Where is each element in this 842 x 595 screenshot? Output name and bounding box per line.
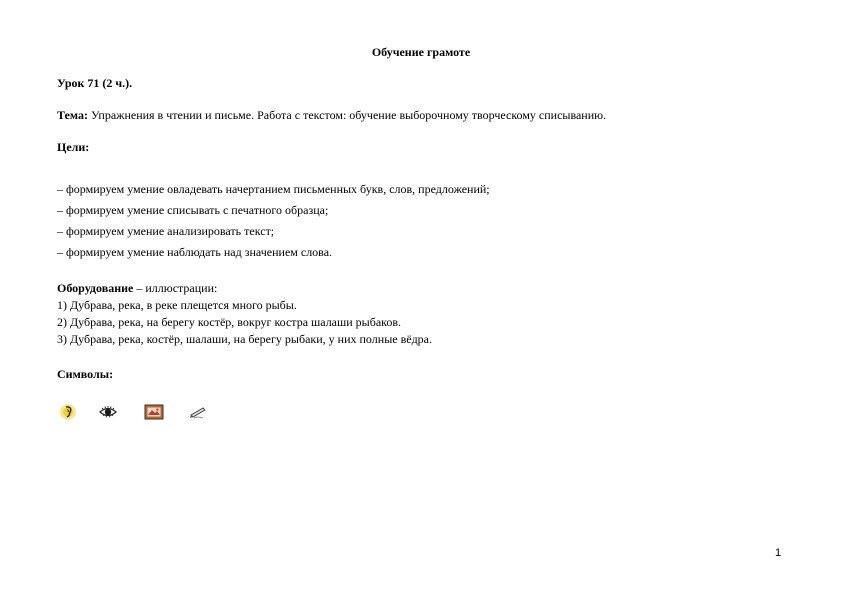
equipment-rest: – иллюстрации:: [133, 281, 218, 295]
illustration-item: 1) Дубрава, река, в реке плещется много рыбы.: [57, 298, 297, 312]
goals-heading: Цели:: [57, 140, 90, 154]
equipment-line: [57, 281, 217, 296]
equipment-label: Оборудование: [57, 281, 134, 295]
picture-icon: [144, 402, 164, 422]
topic-line: [57, 108, 606, 123]
illustration-item: 3) Дубрава, река, костёр, шалаши, на берегу рыбаки, у них полные вёдра.: [57, 332, 432, 346]
goal-item: – формируем умение овладевать начертанием письменных букв, слов, предложений;: [57, 182, 490, 196]
pencil-icon: [188, 402, 208, 422]
goal-item: – формируем умение списывать с печатного образца;: [57, 203, 329, 217]
goal-item: – формируем умение анализировать текст;: [57, 224, 275, 238]
page-title: Обучение грамоте: [371, 45, 471, 59]
symbols-heading: Символы:: [57, 367, 114, 381]
page-number: 1: [775, 547, 782, 559]
topic-label: Тема:: [57, 108, 88, 122]
illustration-item: 2) Дубрава, река, на берегу костёр, вокруг костра шалаши рыбаков.: [57, 315, 402, 329]
lesson-number: Урок 71 (2 ч.).: [57, 76, 133, 90]
eye-icon: [98, 402, 118, 422]
topic-text: Упражнения в чтении и письме. Работа с текстом: обучение выборочному творческому списыванию.: [87, 108, 607, 122]
ear-icon: [58, 402, 78, 422]
goal-item: – формируем умение наблюдать над значением слова.: [57, 245, 333, 259]
